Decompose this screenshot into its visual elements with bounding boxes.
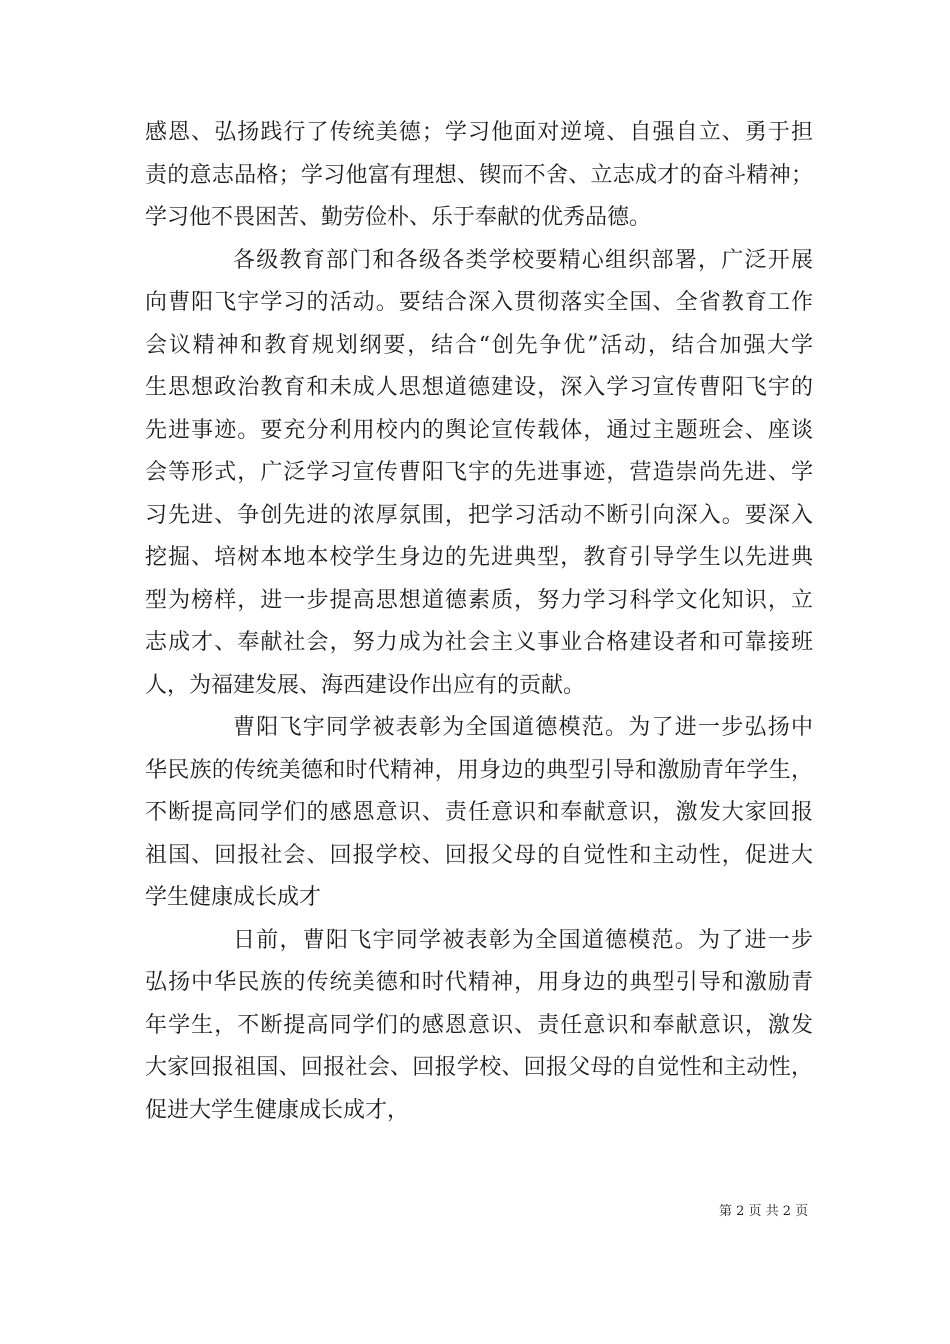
text-line: 向曹阳飞宇学习的活动。要结合深入贯彻落实全国、全省教育工作 <box>145 290 813 315</box>
text-line: 各级教育部门和各级各类学校要精心组织部署，广泛开展 <box>233 247 813 273</box>
text-line: 大家回报祖国、回报社会、回报学校、回报父母的自觉性和主动性， <box>145 1055 813 1080</box>
text-line: 华民族的传统美德和时代精神，用身边的典型引导和激励青年学生， <box>145 757 813 783</box>
text-line: 人，为福建发展、海西建设作出应有的贡献。 <box>145 672 586 698</box>
paragraph-p2 <box>145 240 813 708</box>
text-line: 先进事迹。要充分利用校内的舆论宣传载体，通过主题班会、座谈 <box>145 417 813 443</box>
paragraph-p1 <box>145 112 813 240</box>
paragraph-p4 <box>145 920 813 1133</box>
text-line: 责的意志品格；学习他富有理想、锲而不舍、立志成才的奋斗精神； <box>145 162 813 188</box>
text-line: 年学生，不断提高同学们的感恩意识、责任意识和奉献意识，激发 <box>145 1012 813 1038</box>
text-line: 型为榜样，进一步提高思想道德素质，努力学习科学文化知识，立 <box>145 587 813 613</box>
text-line: 习先进、争创先进的浓厚氛围，把学习活动不断引向深入。要深入 <box>145 502 813 528</box>
text-line: 祖国、回报社会、回报学校、回报父母的自觉性和主动性，促进大 <box>145 842 813 868</box>
text-line: 志成才、奉献社会，努力成为社会主义事业合格建设者和可靠接班 <box>145 630 813 655</box>
text-line: 学习他不畏困苦、勤劳俭朴、乐于奉献的优秀品德。 <box>145 205 652 230</box>
text-line: 促进大学生健康成长成才， <box>145 1097 410 1123</box>
text-line: 日前，曹阳飞宇同学被表彰为全国道德模范。为了进一步 <box>233 927 813 953</box>
text-line: 不断提高同学们的感恩意识、责任意识和奉献意识，激发大家回报 <box>145 800 813 825</box>
text-line: 挖掘、培树本地本校学生身边的先进典型，教育引导学生以先进典 <box>145 545 813 570</box>
text-line: 会议精神和教育规划纲要，结合“创先争优”活动，结合加强大学 <box>145 332 813 358</box>
text-line: 会等形式，广泛学习宣传曹阳飞宇的先进事迹，营造崇尚先进、学 <box>145 460 813 485</box>
document-body <box>145 112 813 1132</box>
text-line: 学生健康成长成才 <box>145 885 322 910</box>
paragraph-p3 <box>145 707 813 920</box>
text-line: 感恩、弘扬践行了传统美德；学习他面对逆境、自强自立、勇于担 <box>145 120 813 145</box>
text-line: 弘扬中华民族的传统美德和时代精神，用身边的典型引导和激励青 <box>145 970 813 995</box>
text-line: 生思想政治教育和未成人思想道德建设，深入学习宣传曹阳飞宇的 <box>145 375 813 400</box>
page-number-footer: 第 2 页 共 2 页 <box>719 1204 809 1219</box>
text-line: 曹阳飞宇同学被表彰为全国道德模范。为了进一步弘扬中 <box>233 715 813 740</box>
